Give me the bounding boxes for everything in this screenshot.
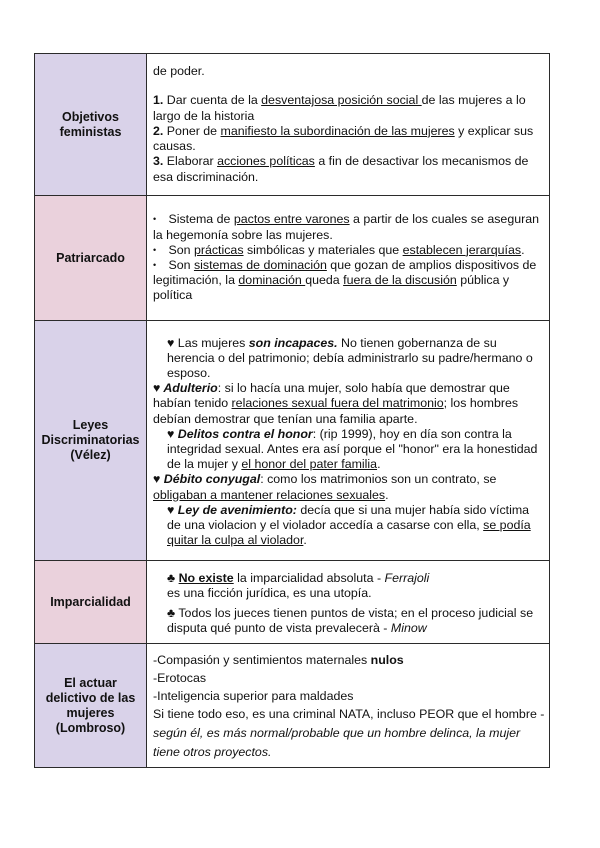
row-label: El actuar delictivo de las mujeres (Lombroso) <box>35 644 147 768</box>
list-item: 2. Poner de manifiesto la subordinación de las mujeres y explicar sus causas. <box>153 123 534 154</box>
list-item: • Son sistemas de dominación que gozan de amplios dispositivos de legitimación, la dominación queda fuera de la discusión pública y política <box>153 258 537 303</box>
bullet-icon: • <box>153 244 157 255</box>
list-item: • Son prácticas simbólicas y materiales que establecen jerarquías. <box>153 242 525 257</box>
bullet-icon: • <box>153 214 157 225</box>
heart-icon: ♥ <box>153 472 161 487</box>
row-label: Patriarcado <box>35 196 147 321</box>
list-item: ♥ Las mujeres son incapaces. No tienen gobernanza de su herencia o del patrimonio; debía administrarlo su padre/hermano o esposo. <box>167 335 533 380</box>
heart-icon: ♥ <box>167 426 175 441</box>
row-content <box>147 54 550 196</box>
list-item: ♣ No existe la imparcialidad absoluta - Ferrajoli <box>167 571 430 586</box>
list-item: es una ficción jurídica, es una utopía. <box>167 586 372 601</box>
bullet-icon: • <box>153 260 157 270</box>
list-item: -Erotocas <box>153 671 207 685</box>
list-item: 3. Elaborar acciones políticas a fin de desactivar los mecanismos de esa discriminación. <box>153 154 529 184</box>
table-row <box>35 644 550 768</box>
conclusion-text: Si tiene todo eso, es una criminal NATA, incluso PEOR que el hombre - según él, es más normal/probable que un hombre delinca, la mujer tiene otros proyectos. <box>153 707 545 759</box>
row-content <box>147 196 550 321</box>
row-label: Imparcialidad <box>35 561 147 644</box>
list-item: ♥ Débito conyugal: como los matrimonios son un contrato, se obligaban a mantener relaciones sexuales. <box>153 472 497 502</box>
row-content <box>147 644 550 768</box>
list-item: 1. Dar cuenta de la desventajosa posición social de las mujeres a lo largo de la historia <box>153 93 526 123</box>
list-item: ♥ Ley de avenimiento: decía que si una mujer había sido víctima de una violacion y el violador accedía a casarse con ella, se podía quitar la culpa al violador. <box>167 502 531 548</box>
row-label: Objetivos feministas <box>35 54 147 196</box>
heart-icon: ♥ <box>153 381 161 396</box>
row-label: Leyes Discriminatorias (Vélez) <box>35 321 147 561</box>
table-row <box>35 561 550 644</box>
intro-text: de poder. <box>153 64 205 79</box>
row-content <box>147 561 550 644</box>
club-icon: ♣ <box>167 571 176 586</box>
list-item: -Inteligencia superior para maldades <box>153 689 354 703</box>
list-item: -Compasión y sentimientos maternales nulos <box>153 653 404 667</box>
heart-icon: ♥ <box>167 335 175 350</box>
list-item: ♥ Adulterio: si lo hacía una mujer, solo había que demostrar que habían tenido relaciones sexual fuera del matrimonio; los hombres debían demostrar que tenían una familia aparte. <box>153 381 519 426</box>
summary-table <box>34 53 550 768</box>
list-item: ♣ Todos los jueces tienen puntos de vista; en el proceso judicial se disputa qué punto de vista prevalecerà - Minow <box>167 605 534 635</box>
row-content <box>147 321 550 561</box>
club-icon: ♣ <box>167 605 176 620</box>
list-item: ♥ Delitos contra el honor: (rip 1999), hoy en día son contra la integridad sexual. Antes era así porque el "honor" era la honestidad de la mujer y el honor del pater familia. <box>167 426 538 472</box>
table-row <box>35 196 550 321</box>
table-row <box>35 321 550 561</box>
list-item: • Sistema de pactos entre varones a partir de los cuales se aseguran la hegemonía sobre las mujeres. <box>153 212 540 242</box>
heart-icon: ♥ <box>167 502 175 517</box>
table-row <box>35 54 550 196</box>
